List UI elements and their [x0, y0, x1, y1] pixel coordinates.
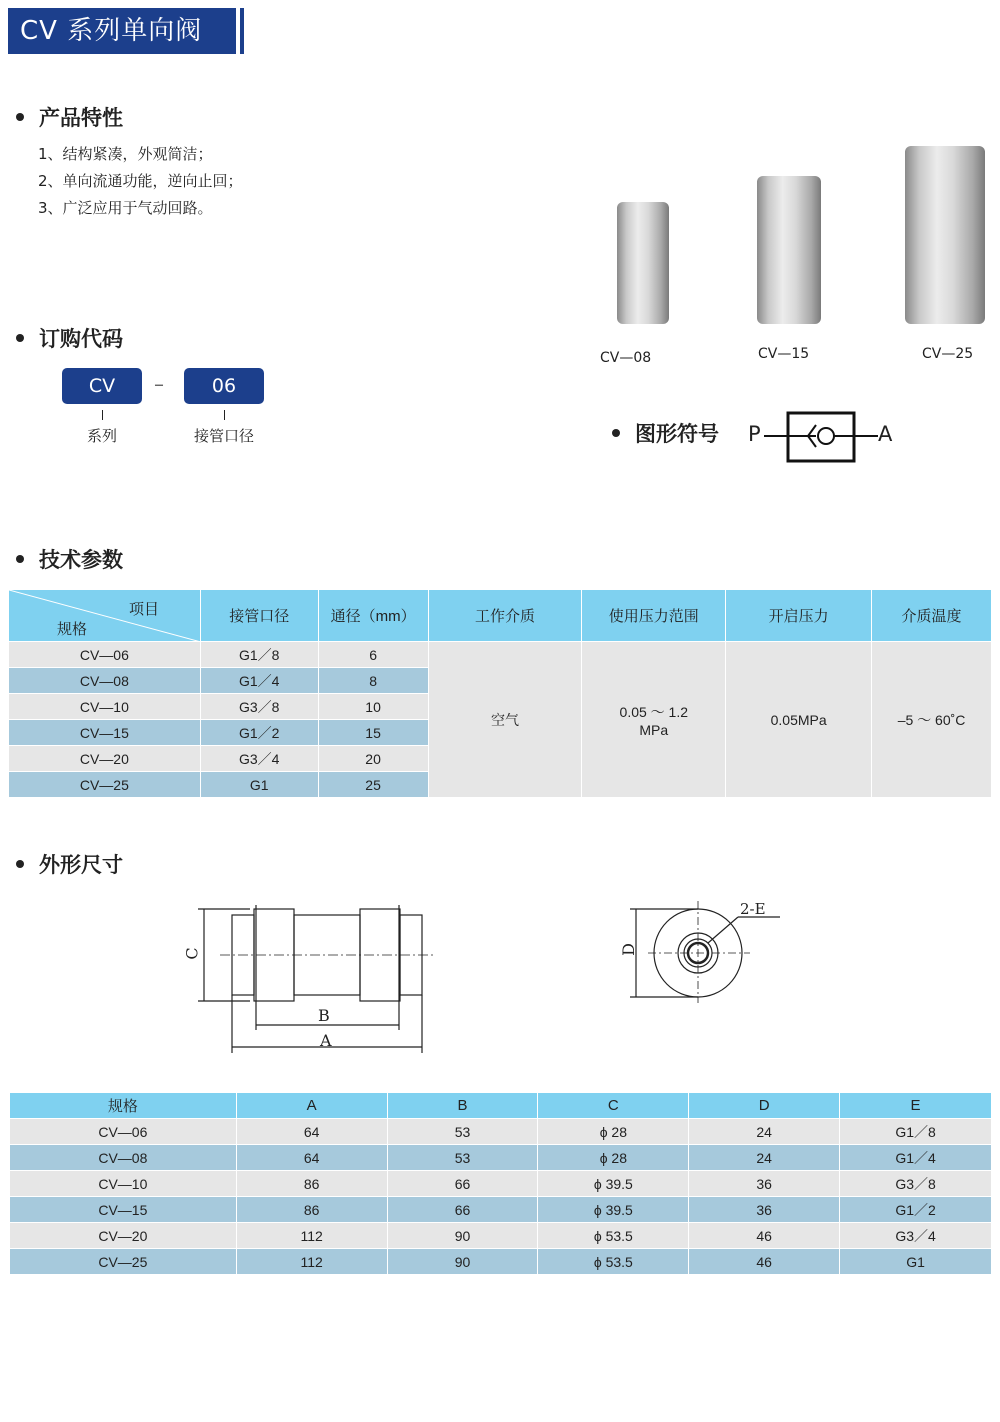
bullet-icon	[16, 334, 24, 342]
column-header: 规格	[10, 1093, 237, 1119]
table-cell: G1	[840, 1249, 992, 1275]
table-row	[10, 1119, 992, 1145]
table-header-row	[9, 590, 992, 642]
cell-port: G1	[200, 772, 318, 798]
cell-crack-pressure: 0.05MPa	[726, 642, 872, 798]
side-view-drawing	[180, 895, 440, 1060]
table-cell: CV—08	[10, 1145, 237, 1171]
dimensions-heading: 外形尺寸	[16, 849, 123, 879]
dim-label-e: 2-E	[740, 900, 766, 918]
dim-label-a: A	[320, 1031, 332, 1050]
table-row	[10, 1223, 992, 1249]
code-dash: –	[154, 372, 164, 396]
page-title: CV 系列单向阀	[8, 8, 236, 54]
series-label: 系列	[86, 427, 117, 445]
cell-port: G1／2	[200, 720, 318, 746]
cell-model: CV—20	[9, 746, 201, 772]
dim-label-c: C	[182, 947, 202, 960]
symbol-heading: 图形符号	[612, 418, 719, 448]
table-cell: ϕ 28	[538, 1119, 689, 1145]
column-header: 接管口径	[200, 590, 318, 642]
table-cell: ϕ 39.5	[538, 1171, 689, 1197]
series-tick	[102, 410, 103, 420]
feature-item: 3、广泛应用于气动回路。	[38, 199, 213, 217]
cell-pressure-range: 0.05 ～ 1.2 MPa	[582, 642, 726, 798]
column-header: 使用压力范围	[582, 590, 726, 642]
cell-port: G3／4	[200, 746, 318, 772]
table-cell: G1／8	[840, 1119, 992, 1145]
cell-model: CV—15	[9, 720, 201, 746]
product-label: CV—08	[600, 350, 652, 366]
corner-bottom-label: 规格	[57, 621, 88, 638]
dimensions-table	[9, 1092, 992, 1275]
product-image-cv08	[617, 202, 669, 324]
corner-header-cell	[9, 590, 201, 642]
column-header: 工作介质	[428, 590, 582, 642]
table-row	[10, 1249, 992, 1275]
product-label: CV—15	[758, 346, 810, 362]
table-cell: 46	[689, 1223, 840, 1249]
table-cell: 64	[236, 1145, 387, 1171]
table-cell: G1／4	[840, 1145, 992, 1171]
port-label: 接管口径	[193, 427, 254, 445]
port-tick	[224, 410, 225, 420]
cell-model: CV—08	[9, 668, 201, 694]
product-label: CV—25	[922, 346, 974, 362]
bullet-icon	[16, 555, 24, 563]
table-cell: CV—15	[10, 1197, 237, 1223]
dim-label-d: D	[618, 943, 638, 956]
table-cell: 36	[689, 1197, 840, 1223]
cell-bore: 20	[318, 746, 428, 772]
table-row	[9, 642, 992, 668]
cell-temperature: –5 ～ 60˚C	[872, 642, 992, 798]
table-cell: 46	[689, 1249, 840, 1275]
table-cell: ϕ 39.5	[538, 1197, 689, 1223]
table-cell: 112	[236, 1223, 387, 1249]
table-row	[10, 1171, 992, 1197]
table-cell: CV—20	[10, 1223, 237, 1249]
table-cell: G3／4	[840, 1223, 992, 1249]
table-cell: CV—25	[10, 1249, 237, 1275]
column-header: 开启压力	[726, 590, 872, 642]
title-stripe	[240, 8, 244, 54]
table-cell: 53	[387, 1119, 538, 1145]
product-image-cv25	[905, 146, 985, 324]
table-cell: G1／2	[840, 1197, 992, 1223]
table-cell: 66	[387, 1171, 538, 1197]
table-cell: 86	[236, 1171, 387, 1197]
corner-top-label: 项目	[129, 601, 160, 618]
column-header: E	[840, 1093, 992, 1119]
column-header: A	[236, 1093, 387, 1119]
table-cell: 64	[236, 1119, 387, 1145]
table-cell: G3／8	[840, 1171, 992, 1197]
features-list	[38, 141, 243, 222]
table-cell: 90	[387, 1249, 538, 1275]
check-valve-symbol	[764, 410, 878, 466]
end-view-drawing	[620, 895, 800, 1005]
feature-item: 2、单向流通功能，逆向止回；	[38, 172, 243, 190]
bullet-icon	[16, 860, 24, 868]
feature-item: 1、结构紧凑，外观简洁；	[38, 145, 213, 163]
order-code-heading: 订购代码	[16, 323, 123, 353]
table-cell: 53	[387, 1145, 538, 1171]
bullet-icon	[612, 429, 620, 437]
table-cell: 24	[689, 1145, 840, 1171]
series-code-box: CV	[62, 368, 142, 404]
cell-bore: 25	[318, 772, 428, 798]
table-cell: ϕ 53.5	[538, 1223, 689, 1249]
tech-heading: 技术参数	[16, 544, 123, 574]
bullet-icon	[16, 113, 24, 121]
column-header: D	[689, 1093, 840, 1119]
symbol-port-p: P	[748, 422, 761, 446]
table-cell: CV—10	[10, 1171, 237, 1197]
features-heading: 产品特性	[16, 102, 123, 132]
table-cell: 24	[689, 1119, 840, 1145]
table-cell: ϕ 53.5	[538, 1249, 689, 1275]
cell-model: CV—25	[9, 772, 201, 798]
cell-port: G1／8	[200, 642, 318, 668]
product-image-cv15	[757, 176, 821, 324]
symbol-port-a: A	[878, 422, 893, 446]
port-code-box: 06	[184, 368, 264, 404]
tech-params-table	[8, 589, 992, 798]
column-header: 通径（mm）	[318, 590, 428, 642]
table-cell: 66	[387, 1197, 538, 1223]
cell-medium: 空气	[428, 642, 582, 798]
cell-bore: 6	[318, 642, 428, 668]
cell-port: G3／8	[200, 694, 318, 720]
cell-port: G1／4	[200, 668, 318, 694]
cell-bore: 10	[318, 694, 428, 720]
table-cell: 36	[689, 1171, 840, 1197]
table-cell: 86	[236, 1197, 387, 1223]
cell-model: CV—10	[9, 694, 201, 720]
table-cell: CV—06	[10, 1119, 237, 1145]
column-header: B	[387, 1093, 538, 1119]
cell-bore: 15	[318, 720, 428, 746]
table-cell: ϕ 28	[538, 1145, 689, 1171]
table-row	[10, 1145, 992, 1171]
table-cell: 90	[387, 1223, 538, 1249]
column-header: 介质温度	[872, 590, 992, 642]
table-header-row	[10, 1093, 992, 1119]
cell-model: CV—06	[9, 642, 201, 668]
cell-bore: 8	[318, 668, 428, 694]
column-header: C	[538, 1093, 689, 1119]
dim-label-b: B	[318, 1006, 330, 1025]
table-row	[10, 1197, 992, 1223]
table-cell: 112	[236, 1249, 387, 1275]
